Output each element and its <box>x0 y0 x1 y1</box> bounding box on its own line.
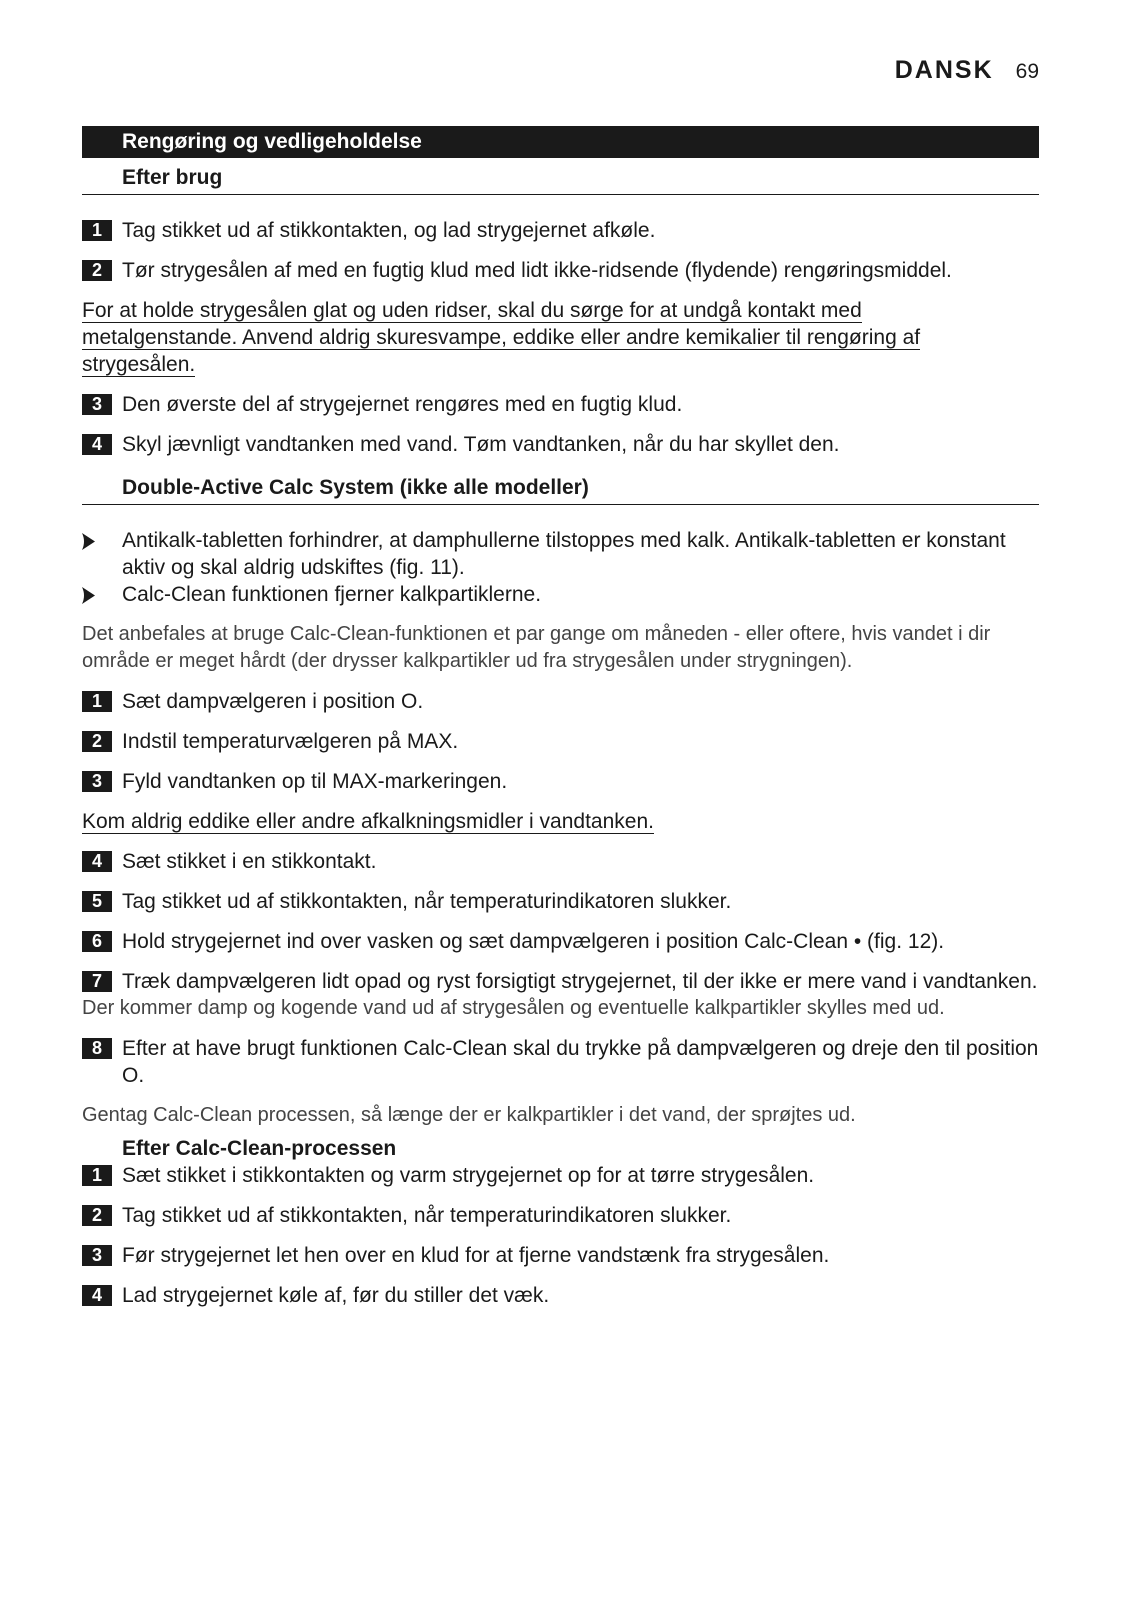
step-number: 2 <box>82 260 112 281</box>
step-number: 1 <box>82 691 112 712</box>
language-label: DANSK <box>894 56 994 84</box>
step-text: Skyl jævnligt vandtanken med vand. Tøm vandtanken, når du har skyllet den. <box>122 433 840 456</box>
step-text: Tag stikket ud af stikkontakten, når temperaturindikatoren slukker. <box>122 1204 732 1227</box>
step-text: Før strygejernet let hen over en klud for at fjerne vandstænk fra strygesålen. <box>122 1244 830 1267</box>
calc-bullet <box>82 527 1039 581</box>
step-number: 2 <box>82 731 112 752</box>
calc-bullet <box>82 581 1039 608</box>
calc-step <box>82 728 1039 755</box>
step-number: 4 <box>82 851 112 872</box>
step-text: Fyld vandtanken op til MAX-markeringen. <box>122 770 508 793</box>
page-number: 69 <box>1015 60 1039 83</box>
step-number: 8 <box>82 1038 112 1059</box>
after-calc-step <box>82 1202 1039 1229</box>
page-header <box>895 56 1039 85</box>
bullet-icon <box>82 533 95 550</box>
bullet-text: Antikalk-tabletten forhindrer, at damphullerne tilstoppes med kalk. Antikalk-tabletten er konstant aktiv og skal aldrig udskiftes (fig. 11). <box>122 529 1006 579</box>
step-number: 7 <box>82 971 112 992</box>
step-text: Efter at have brugt funktionen Calc-Clean skal du trykke på dampvælgeren og dreje den til position O. <box>122 1037 1039 1087</box>
after-use-step <box>82 217 1039 244</box>
after-calc-step <box>82 1282 1039 1309</box>
section-title: Rengøring og vedligeholdelse <box>82 126 1039 158</box>
after-calc-heading: Efter Calc-Clean-processen <box>122 1137 397 1160</box>
step-text: Lad strygejernet køle af, før du stiller det væk. <box>122 1284 550 1307</box>
calc-note: Der kommer damp og kogende vand ud af strygesålen og eventuelle kalkpartikler skylles med ud. <box>82 997 945 1019</box>
step-number: 1 <box>82 220 112 241</box>
step-text: Den øverste del af strygejernet rengøres med en fugtig klud. <box>122 393 683 416</box>
step-text: Sæt dampvælgeren i position O. <box>122 690 424 713</box>
after-calc-step <box>82 1242 1039 1269</box>
step-number: 3 <box>82 1245 112 1266</box>
bullet-text: Calc-Clean funktionen fjerner kalkpartiklerne. <box>122 583 542 606</box>
calc-note: Gentag Calc-Clean processen, så længe der er kalkpartikler i det vand, der sprøjtes ud. <box>82 1104 856 1126</box>
step-number: 6 <box>82 931 112 952</box>
after-use-warning <box>82 297 1039 378</box>
step-number: 5 <box>82 891 112 912</box>
calc-step <box>82 688 1039 715</box>
after-use-step <box>82 391 1039 418</box>
after-use-heading: Efter brug <box>82 166 1039 195</box>
bullet-icon <box>82 587 95 604</box>
step-number: 3 <box>82 771 112 792</box>
step-number: 4 <box>82 434 112 455</box>
calc-system-heading: Double-Active Calc System (ikke alle modeller) <box>82 476 1039 505</box>
warning-line: strygesålen. <box>82 353 196 376</box>
calc-step <box>82 848 1039 875</box>
calc-step <box>82 768 1039 795</box>
step-text: Tag stikket ud af stikkontakten, og lad strygejernet afkøle. <box>122 219 656 242</box>
page-content <box>82 126 1039 1309</box>
calc-step <box>82 968 1039 995</box>
step-text: Indstil temperaturvælgeren på MAX. <box>122 730 459 753</box>
step-number: 4 <box>82 1285 112 1306</box>
after-calc-step <box>82 1162 1039 1189</box>
step-text: Tør strygesålen af med en fugtig klud med lidt ikke-ridsende (flydende) rengøringsmiddel. <box>122 259 952 282</box>
step-number: 1 <box>82 1165 112 1186</box>
calc-warning <box>82 808 1039 835</box>
step-text: Sæt stikket i en stikkontakt. <box>122 850 377 873</box>
after-use-step <box>82 431 1039 458</box>
calc-note: Det anbefales at bruge Calc-Clean-funktionen et par gange om måneden - eller oftere, hvis vandet i dir område er meget hårdt (der drysser kalkpartikler ud fra strygesålen under strygningen). <box>82 623 991 672</box>
step-text: Sæt stikket i stikkontakten og varm strygejernet op for at tørre strygesålen. <box>122 1164 815 1187</box>
after-use-step <box>82 257 1039 284</box>
step-text: Tag stikket ud af stikkontakten, når temperaturindikatoren slukker. <box>122 890 732 913</box>
warning-line: Kom aldrig eddike eller andre afkalkningsmidler i vandtanken. <box>82 810 654 833</box>
calc-step <box>82 1035 1039 1089</box>
warning-line: metalgenstande. Anvend aldrig skuresvampe, eddike eller andre kemikalier til rengøring af <box>82 326 921 349</box>
warning-line: For at holde strygesålen glat og uden ridser, skal du sørge for at undgå kontakt med <box>82 299 862 322</box>
calc-step <box>82 928 1039 955</box>
step-number: 3 <box>82 394 112 415</box>
step-number: 2 <box>82 1205 112 1226</box>
step-text: Træk dampvælgeren lidt opad og ryst forsigtigt strygejernet, til der ikke er mere vand i vandtanken. <box>122 970 1038 993</box>
calc-step <box>82 888 1039 915</box>
step-text: Hold strygejernet ind over vasken og sæt dampvælgeren i position Calc-Clean • (fig. 12). <box>122 930 945 953</box>
